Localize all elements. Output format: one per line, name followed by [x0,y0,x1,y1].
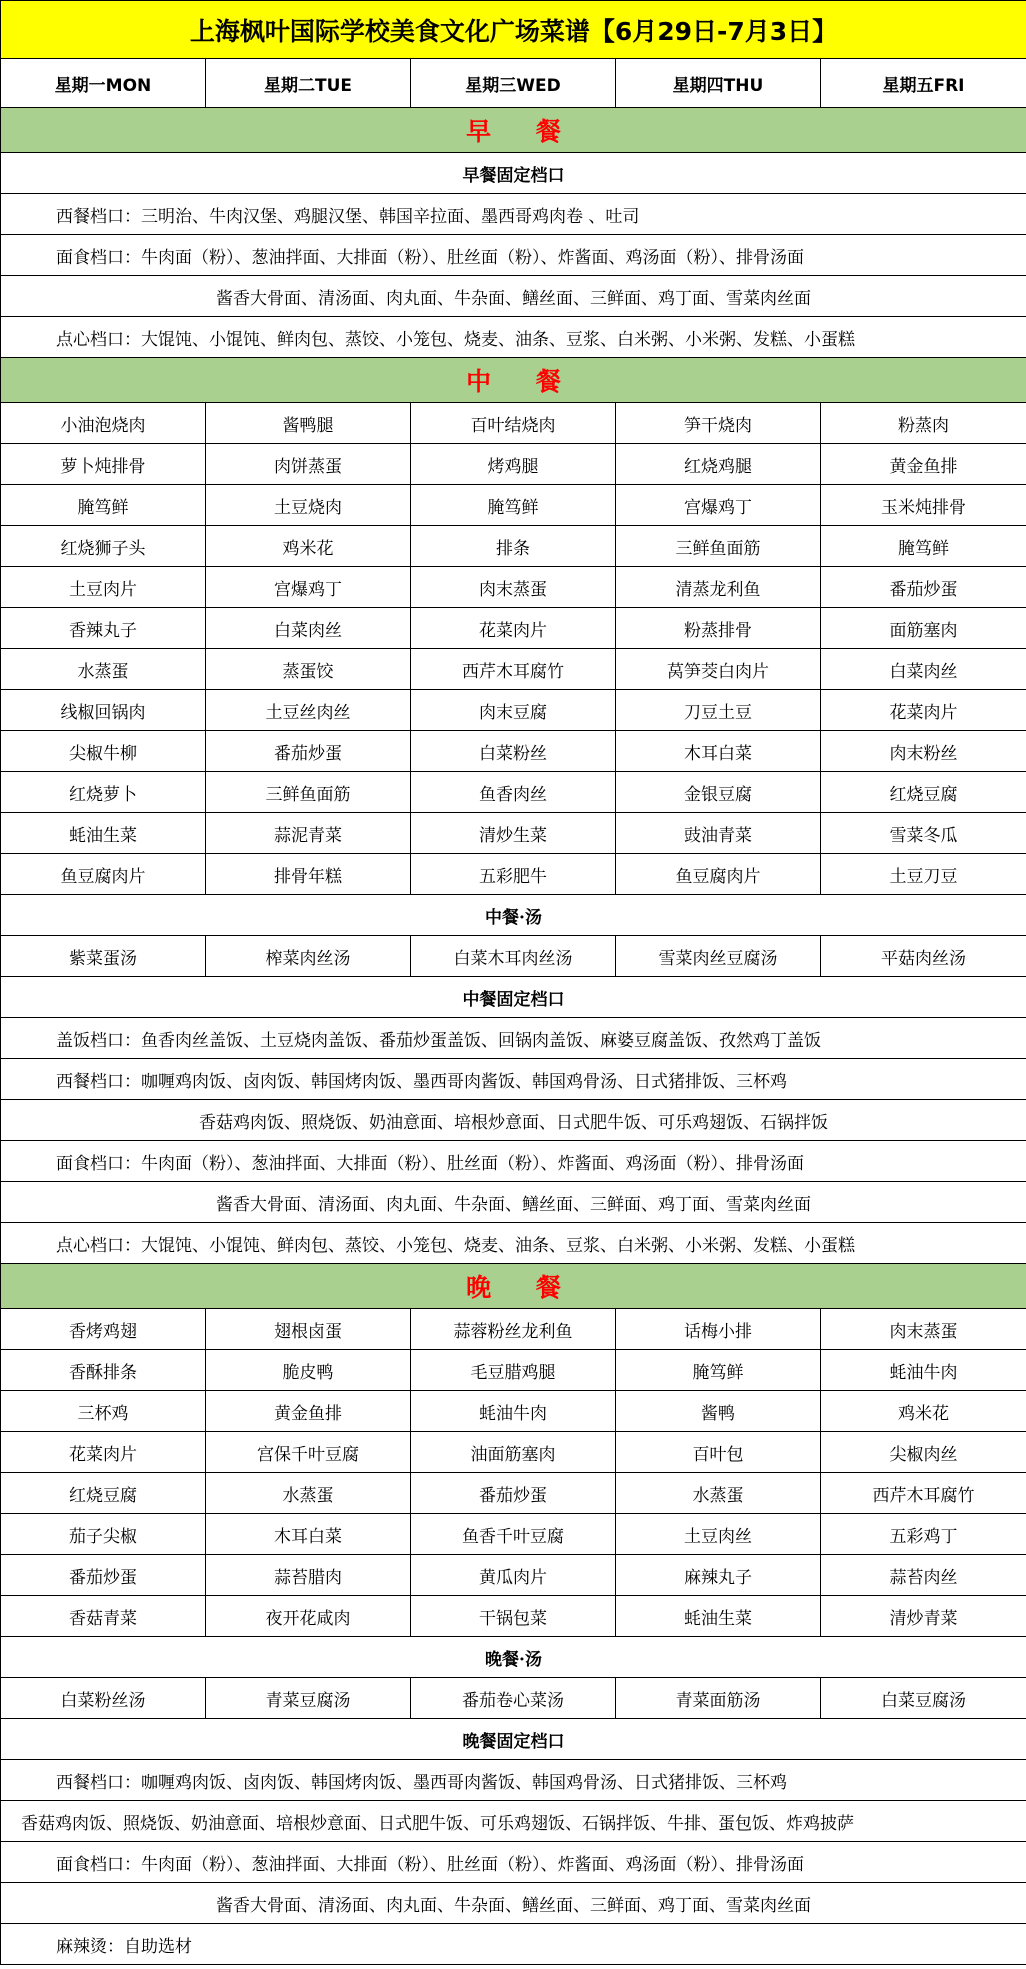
dinner-dish: 木耳白菜 [206,1514,411,1555]
dinner-dish: 黄金鱼排 [206,1391,411,1432]
dinner-dish: 蒜蓉粉丝龙利鱼 [411,1309,616,1350]
breakfast-fixed-heading: 早餐固定档口 [1,153,1026,194]
day-fri: 星期五FRI [821,59,1026,108]
dinner-dish: 宫保千叶豆腐 [206,1432,411,1473]
dinner-line: 香菇鸡肉饭、照烧饭、奶油意面、培根炒意面、日式肥牛饭、可乐鸡翅饭、石锅拌饭、牛排、蛋包饭、炸鸡披萨 [1,1801,1026,1842]
menu-title: 上海枫叶国际学校美食文化广场菜谱【6月29日-7月3日】 [1,1,1026,59]
dinner-dish: 蒜苔肉丝 [821,1555,1026,1596]
dinner-dish: 肉末蒸蛋 [821,1309,1026,1350]
lunch-dish: 腌笃鲜 [411,485,616,526]
lunch-dish: 土豆烧肉 [206,485,411,526]
lunch-dish: 鱼豆腐肉片 [616,854,821,895]
dinner-dish: 腌笃鲜 [616,1350,821,1391]
lunch-dish: 三鲜鱼面筋 [616,526,821,567]
dinner-dish: 毛豆腊鸡腿 [411,1350,616,1391]
dinner-dish: 茄子尖椒 [1,1514,206,1555]
dinner-dish: 土豆肉丝 [616,1514,821,1555]
lunch-dish: 莴笋茭白肉片 [616,649,821,690]
lunch-dish: 百叶结烧肉 [411,403,616,444]
breakfast-line: 点心档口：大馄饨、小馄饨、鲜肉包、蒸饺、小笼包、烧麦、油条、豆浆、白米粥、小米粥、发糕、小蛋糕 [1,317,1026,358]
lunch-line: 香菇鸡肉饭、照烧饭、奶油意面、培根炒意面、日式肥牛饭、可乐鸡翅饭、石锅拌饭 [1,1100,1026,1141]
lunch-soup-heading: 中餐·汤 [1,895,1026,936]
lunch-line: 西餐档口：咖喱鸡肉饭、卤肉饭、韩国烤肉饭、墨西哥肉酱饭、韩国鸡骨汤、日式猪排饭、三杯鸡 [1,1059,1026,1100]
dinner-dish: 番茄炒蛋 [1,1555,206,1596]
dinner-dish: 百叶包 [616,1432,821,1473]
dinner-dish: 蒜苔腊肉 [206,1555,411,1596]
lunch-line: 酱香大骨面、清汤面、肉丸面、牛杂面、鳝丝面、三鲜面、鸡丁面、雪菜肉丝面 [1,1182,1026,1223]
dinner-dish: 西芹木耳腐竹 [821,1473,1026,1514]
dinner-dish: 蚝油牛肉 [821,1350,1026,1391]
dinner-dish: 麻辣丸子 [616,1555,821,1596]
dinner-soup: 青菜面筋汤 [616,1678,821,1719]
lunch-dish: 烤鸡腿 [411,444,616,485]
lunch-dish: 金银豆腐 [616,772,821,813]
dinner-dish: 油面筋塞肉 [411,1432,616,1473]
dinner-dish: 蚝油牛肉 [411,1391,616,1432]
lunch-dish: 土豆肉片 [1,567,206,608]
lunch-dish: 肉末粉丝 [821,731,1026,772]
dinner-soup: 番茄卷心菜汤 [411,1678,616,1719]
lunch-dish: 蒜泥青菜 [206,813,411,854]
lunch-dish-row [1,526,1026,567]
lunch-dish: 线椒回锅肉 [1,690,206,731]
dinner-dish: 香菇青菜 [1,1596,206,1637]
dinner-line: 面食档口：牛肉面（粉）、葱油拌面、大排面（粉）、肚丝面（粉）、炸酱面、鸡汤面（粉）、排骨汤面 [1,1842,1026,1883]
lunch-dish: 水蒸蛋 [1,649,206,690]
dinner-line: 麻辣烫：自助选材 [1,1924,1026,1965]
dinner-dish-row [1,1473,1026,1514]
lunch-dish: 黄金鱼排 [821,444,1026,485]
dinner-dish: 蚝油生菜 [616,1596,821,1637]
dinner-dish: 酱鸭 [616,1391,821,1432]
lunch-dish: 面筋塞肉 [821,608,1026,649]
breakfast-line: 酱香大骨面、清汤面、肉丸面、牛杂面、鳝丝面、三鲜面、鸡丁面、雪菜肉丝面 [1,276,1026,317]
dinner-dish: 红烧豆腐 [1,1473,206,1514]
lunch-heading: 中 餐 [1,358,1026,403]
dinner-dish: 干锅包菜 [411,1596,616,1637]
lunch-dish: 白菜肉丝 [821,649,1026,690]
lunch-dish: 木耳白菜 [616,731,821,772]
lunch-dish: 西芹木耳腐竹 [411,649,616,690]
dinner-heading: 晚 餐 [1,1264,1026,1309]
lunch-line: 点心档口：大馄饨、小馄饨、鲜肉包、蒸饺、小笼包、烧麦、油条、豆浆、白米粥、小米粥、发糕、小蛋糕 [1,1223,1026,1264]
lunch-dish: 粉蒸肉 [821,403,1026,444]
lunch-dish: 小油泡烧肉 [1,403,206,444]
lunch-dish-row [1,567,1026,608]
lunch-dish: 蒸蛋饺 [206,649,411,690]
lunch-dish: 粉蒸排骨 [616,608,821,649]
lunch-dish: 尖椒牛柳 [1,731,206,772]
dinner-dish: 香酥排条 [1,1350,206,1391]
lunch-soup: 平菇肉丝汤 [821,936,1026,977]
day-mon: 星期一MON [1,59,206,108]
lunch-dish: 鸡米花 [206,526,411,567]
lunch-dish: 红烧鸡腿 [616,444,821,485]
day-thu: 星期四THU [616,59,821,108]
lunch-dish: 排骨年糕 [206,854,411,895]
lunch-dish: 玉米炖排骨 [821,485,1026,526]
dinner-soup-row [1,1678,1026,1719]
lunch-soup: 白菜木耳肉丝汤 [411,936,616,977]
dinner-dish-row [1,1555,1026,1596]
lunch-line: 盖饭档口：鱼香肉丝盖饭、土豆烧肉盖饭、番茄炒蛋盖饭、回锅肉盖饭、麻婆豆腐盖饭、孜然鸡丁盖饭 [1,1018,1026,1059]
lunch-dish: 花菜肉片 [821,690,1026,731]
lunch-dish-row [1,649,1026,690]
lunch-dish: 土豆刀豆 [821,854,1026,895]
lunch-dish: 鱼豆腐肉片 [1,854,206,895]
lunch-dish-row [1,444,1026,485]
lunch-dish: 肉末蒸蛋 [411,567,616,608]
dinner-dish: 黄瓜肉片 [411,1555,616,1596]
dinner-dish: 清炒青菜 [821,1596,1026,1637]
dinner-dish: 鱼香千叶豆腐 [411,1514,616,1555]
dinner-dish-row [1,1391,1026,1432]
dinner-dish: 翅根卤蛋 [206,1309,411,1350]
lunch-dish: 豉油青菜 [616,813,821,854]
lunch-soup: 紫菜蛋汤 [1,936,206,977]
lunch-soup: 榨菜肉丝汤 [206,936,411,977]
dinner-dish: 夜开花咸肉 [206,1596,411,1637]
breakfast-line: 西餐档口：三明治、牛肉汉堡、鸡腿汉堡、韩国辛拉面、墨西哥鸡肉卷 、吐司 [1,194,1026,235]
lunch-dish: 刀豆土豆 [616,690,821,731]
lunch-dish: 鱼香肉丝 [411,772,616,813]
dinner-dish: 鸡米花 [821,1391,1026,1432]
lunch-dish: 腌笃鲜 [821,526,1026,567]
dinner-line: 西餐档口：咖喱鸡肉饭、卤肉饭、韩国烤肉饭、墨西哥肉酱饭、韩国鸡骨汤、日式猪排饭、三杯鸡 [1,1760,1026,1801]
lunch-dish: 酱鸭腿 [206,403,411,444]
dinner-dish-row [1,1596,1026,1637]
lunch-dish: 红烧狮子头 [1,526,206,567]
lunch-dish: 花菜肉片 [411,608,616,649]
dinner-dish: 水蒸蛋 [206,1473,411,1514]
lunch-dish: 土豆丝肉丝 [206,690,411,731]
dinner-dish: 花菜肉片 [1,1432,206,1473]
dinner-soup: 青菜豆腐汤 [206,1678,411,1719]
lunch-dish: 肉末豆腐 [411,690,616,731]
dinner-dish-row [1,1514,1026,1555]
day-tue: 星期二TUE [206,59,411,108]
lunch-dish: 宫爆鸡丁 [206,567,411,608]
dinner-dish: 番茄炒蛋 [411,1473,616,1514]
lunch-dish: 笋干烧肉 [616,403,821,444]
lunch-dish: 清蒸龙利鱼 [616,567,821,608]
lunch-dish-row [1,813,1026,854]
lunch-dish-row [1,731,1026,772]
lunch-dish: 白菜肉丝 [206,608,411,649]
dinner-dish-row [1,1350,1026,1391]
dinner-dish: 香烤鸡翅 [1,1309,206,1350]
lunch-dish: 清炒生菜 [411,813,616,854]
dinner-fixed-heading: 晚餐固定档口 [1,1719,1026,1760]
dinner-dish: 三杯鸡 [1,1391,206,1432]
lunch-dish-row [1,485,1026,526]
dinner-dish: 话梅小排 [616,1309,821,1350]
lunch-soup-row [1,936,1026,977]
dinner-line: 酱香大骨面、清汤面、肉丸面、牛杂面、鳝丝面、三鲜面、鸡丁面、雪菜肉丝面 [1,1883,1026,1924]
lunch-dish: 腌笃鲜 [1,485,206,526]
lunch-dish: 红烧豆腐 [821,772,1026,813]
lunch-dish: 三鲜鱼面筋 [206,772,411,813]
lunch-dish: 白菜粉丝 [411,731,616,772]
lunch-dish: 五彩肥牛 [411,854,616,895]
lunch-dish: 雪菜冬瓜 [821,813,1026,854]
breakfast-heading: 早 餐 [1,108,1026,153]
lunch-fixed-heading: 中餐固定档口 [1,977,1026,1018]
lunch-dish-row [1,608,1026,649]
dinner-dish: 水蒸蛋 [616,1473,821,1514]
lunch-dish: 红烧萝卜 [1,772,206,813]
dinner-dish: 脆皮鸭 [206,1350,411,1391]
dinner-dish: 尖椒肉丝 [821,1432,1026,1473]
dinner-soup: 白菜豆腐汤 [821,1678,1026,1719]
lunch-dish-row [1,403,1026,444]
lunch-dish: 蚝油生菜 [1,813,206,854]
lunch-dish: 宫爆鸡丁 [616,485,821,526]
dinner-dish-row [1,1309,1026,1350]
lunch-dish-row [1,690,1026,731]
lunch-dish: 香辣丸子 [1,608,206,649]
dinner-dish: 五彩鸡丁 [821,1514,1026,1555]
dinner-soup-heading: 晚餐·汤 [1,1637,1026,1678]
lunch-dish-row [1,854,1026,895]
lunch-soup: 雪菜肉丝豆腐汤 [616,936,821,977]
dinner-soup: 白菜粉丝汤 [1,1678,206,1719]
lunch-dish: 排条 [411,526,616,567]
lunch-dish: 番茄炒蛋 [206,731,411,772]
lunch-dish: 番茄炒蛋 [821,567,1026,608]
lunch-line: 面食档口：牛肉面（粉）、葱油拌面、大排面（粉）、肚丝面（粉）、炸酱面、鸡汤面（粉）、排骨汤面 [1,1141,1026,1182]
lunch-dish: 肉饼蒸蛋 [206,444,411,485]
lunch-dish-row [1,772,1026,813]
weekday-header-row [1,59,1026,108]
breakfast-line: 面食档口：牛肉面（粉）、葱油拌面、大排面（粉）、肚丝面（粉）、炸酱面、鸡汤面（粉）、排骨汤面 [1,235,1026,276]
dinner-dish-row [1,1432,1026,1473]
day-wed: 星期三WED [411,59,616,108]
lunch-dish: 萝卜炖排骨 [1,444,206,485]
